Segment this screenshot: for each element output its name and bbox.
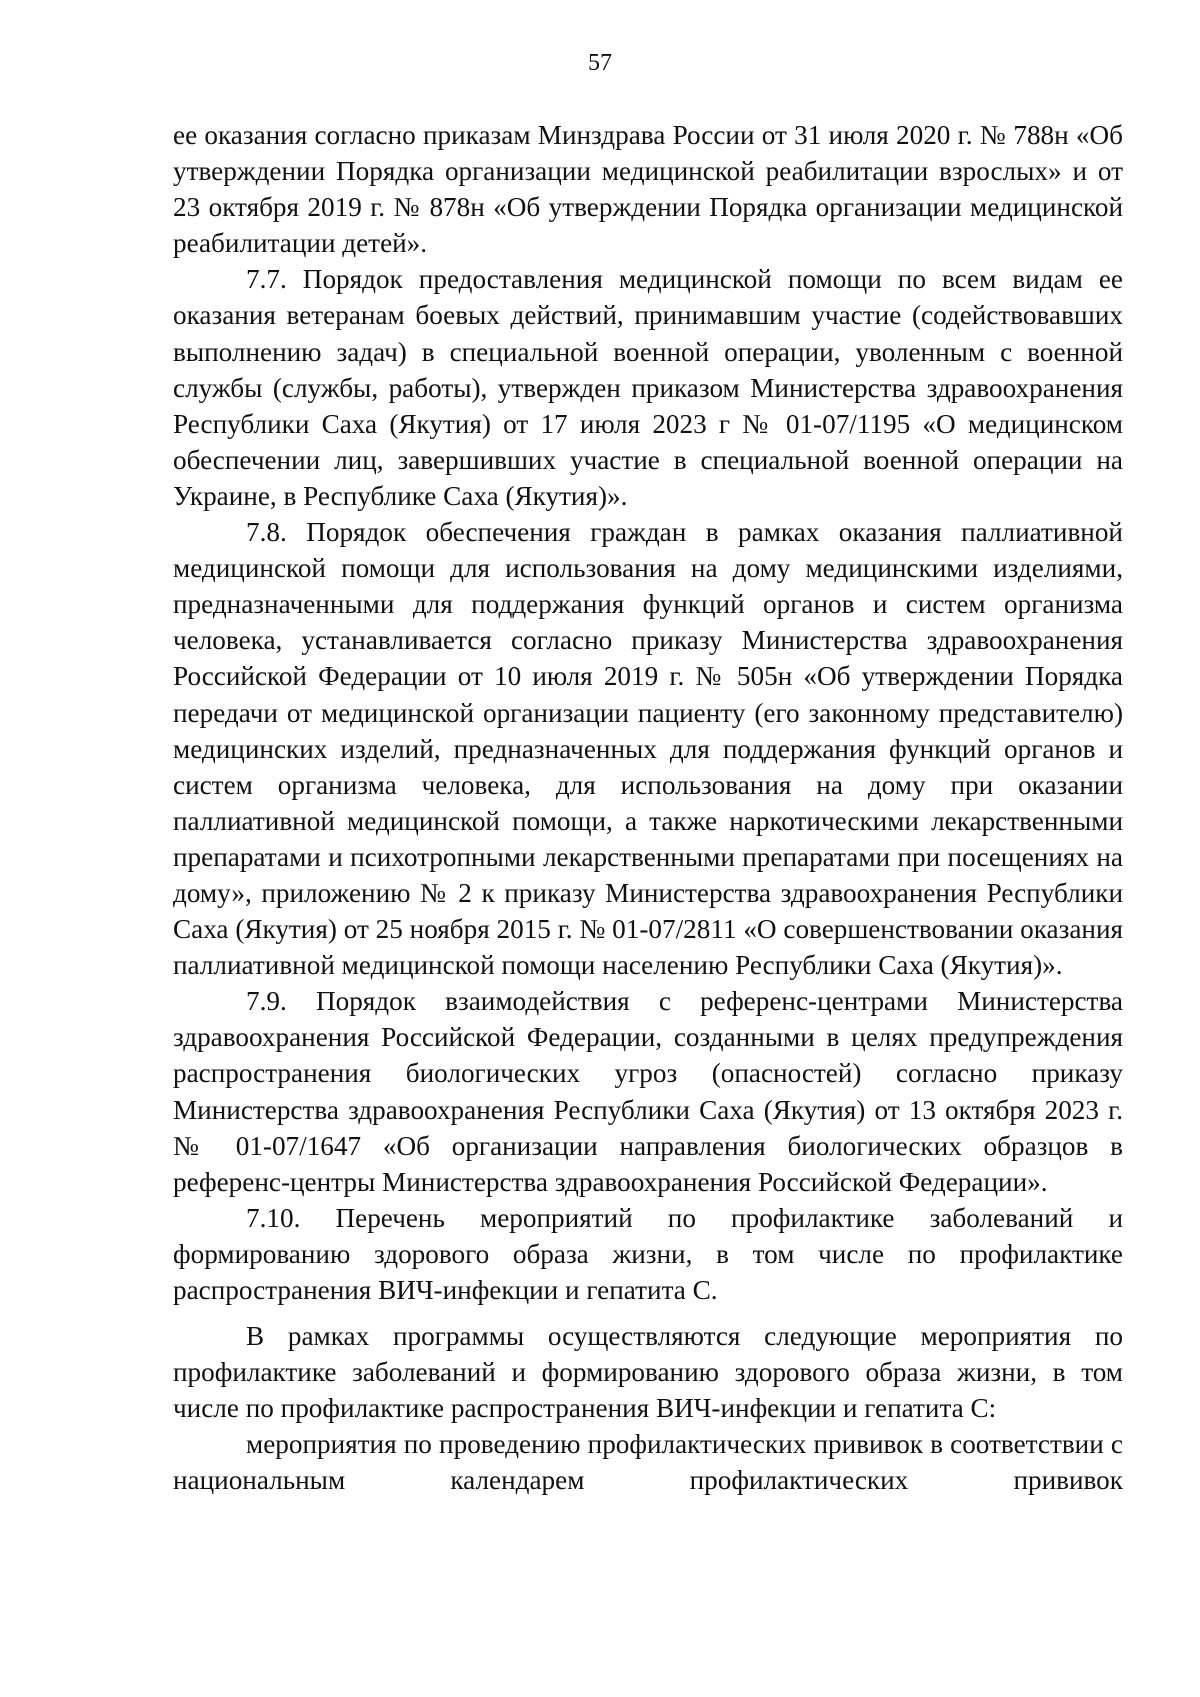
paragraph-7-9: 7.9. Порядок взаимодействия с референс-центрами Министерства здравоохранения Российской Федерации, созданными в целях предупреждения распространения биологических угроз (опасностей) согласно приказу Министерства здравоохранения Республики Саха (Якутия) от 13 октября 2023 г. № 01-07/1647 «Об организации направления биологических образцов в референс-центры Министерства здравоохранения Российской Федерации». (173, 986, 1123, 1197)
paragraph-7-10: 7.10. Перечень мероприятий по профилактике заболеваний и формированию здорового образа жизни, в том числе по профилактике распространения ВИЧ-инфекции и гепатита С. (173, 1202, 1123, 1305)
paragraph-7-8: 7.8. Порядок обеспечения граждан в рамках оказания паллиативной медицинской помощи для использования на дому медицинскими изделиями, предназначенными для поддержания функций органов и систем организма человека, устанавливается согласно приказу Министерства здравоохранения Российской Федерации от 10 июля 2019 г. № 505н «Об утверждении Порядка передачи от медицинской организации пациенту (его законному представителю) медицинских изделий, предназначенных для поддержания функций органов и систем организма человека, для использования на дому при оказании паллиативной медицинской помощи, а также наркотическими лекарственными препаратами и психотропными лекарственными препаратами при посещениях на дому», приложению № 2 к приказу Министерства здравоохранения Республики Саха (Якутия) от 25 ноября 2015 г. № 01-07/2811 «О совершенствовании оказания паллиативной медицинской помощи населению Республики Саха (Якутия)». (173, 517, 1123, 981)
paragraph-program-measures: В рамках программы осуществляются следующие мероприятия по профилактике заболеваний и формированию здорового образа жизни, в том числе по профилактике распространения ВИЧ-инфекции и гепатита С: (173, 1321, 1123, 1424)
paragraph-continuation: ее оказания согласно приказам Минздрава России от 31 июля 2020 г. № 788н «Об утверждении Порядка организации медицинской реабилитации взрослых» и от 23 октября 2019 г. № 878н «Об утверждении Порядка организации медицинской реабилитации детей». (173, 120, 1123, 259)
page-number: 57 (588, 50, 612, 76)
paragraph-vaccination-measures: мероприятия по проведению профилактических прививок в соответствии с национальным календарем профилактических прививок (173, 1429, 1123, 1496)
paragraph-7-7: 7.7. Порядок предоставления медицинской помощи по всем видам ее оказания ветеранам боевых действий, принимавшим участие (содействовавших выполнению задач) в специальной военной операции, уволенным с военной службы (службы, работы), утвержден приказом Министерства здравоохранения Республики Саха (Якутия) от 17 июля 2023 г № 01-07/1195 «О медицинском обеспечении лиц, завершивших участие в специальной военной операции на Украине, в Республике Саха (Якутия)». (173, 264, 1123, 511)
document-body (173, 117, 1123, 1499)
